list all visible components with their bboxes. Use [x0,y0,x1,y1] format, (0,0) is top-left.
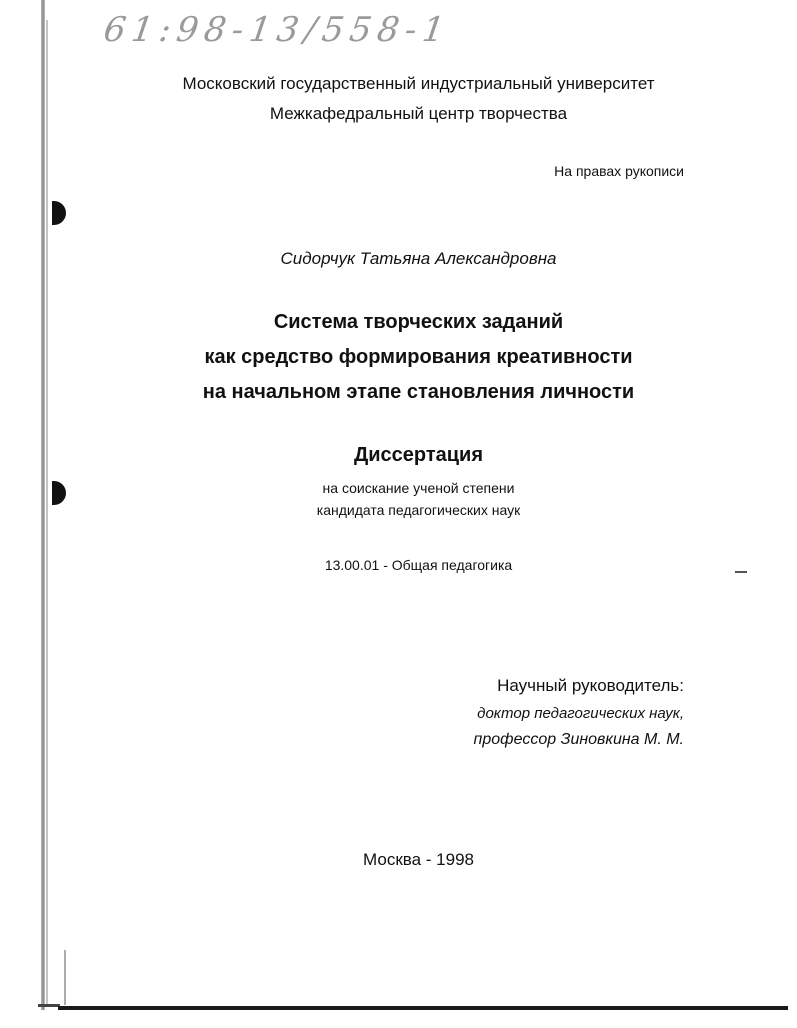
degree-line-1: на соискание ученой степени [322,480,515,496]
thesis-title-line-2: как средство формирования креативности [204,346,633,368]
thesis-title-line-1: Система творческих заданий [273,311,564,333]
scan-bottom-edge [58,1006,788,1010]
document-type-heading: Диссертация [353,444,484,466]
supervisor-label: Научный руководитель: [497,676,684,695]
thesis-title-line-3: на начальном этапе становления личности [202,381,635,403]
university-name: Московский государственный индустриальный университет [182,74,655,93]
degree-line-2: кандидата педагогических наук [316,502,521,518]
city-year: Москва - 1998 [363,850,474,869]
scan-artifact-line [64,950,66,1005]
specialty-code: 13.00.01 - Общая педагогика [324,557,513,573]
supervisor-name: профессор Зиновкина М. М. [473,731,684,748]
handwritten-catalog-code: 61:98-13/558-1 [101,10,454,50]
author-name: Сидорчук Татьяна Александровна [280,249,557,268]
punch-hole-mark [52,201,66,225]
department-name: Межкафедральный центр творчества [269,104,568,123]
supervisor-degree: доктор педагогических наук, [477,705,684,722]
manuscript-rights-note: На правах рукописи [554,163,684,179]
scan-artifact-line [38,1004,60,1007]
